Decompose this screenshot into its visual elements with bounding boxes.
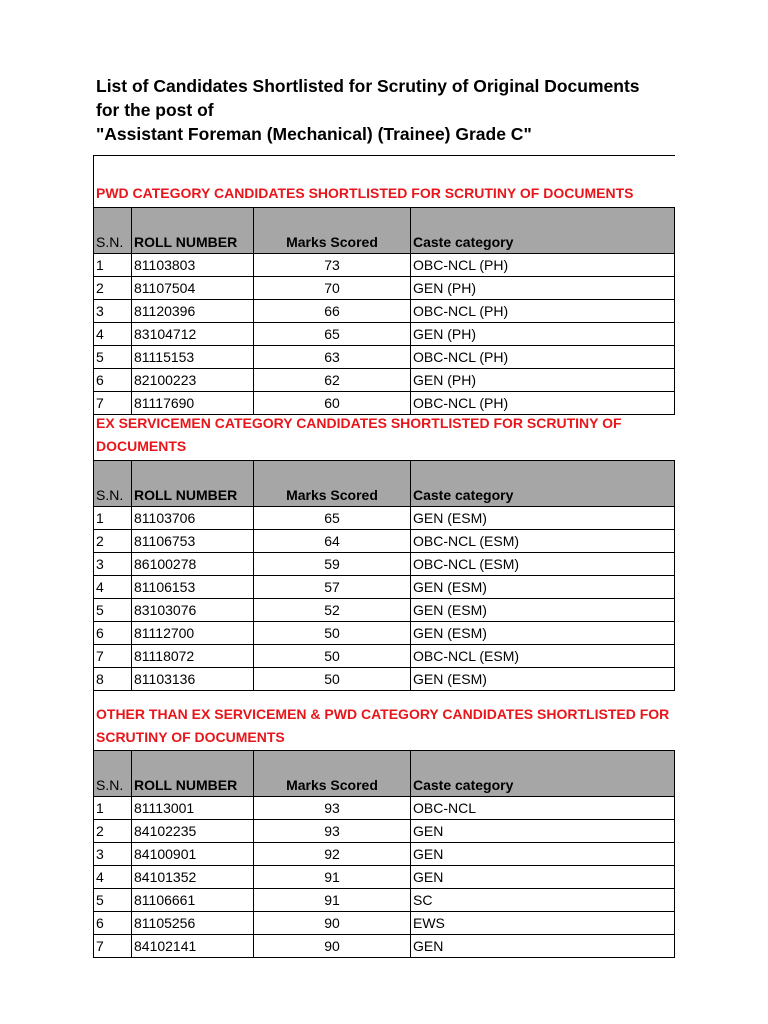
cell-caste: OBC-NCL (PH) [411, 346, 675, 369]
cell-marks: 73 [254, 254, 411, 277]
section-title-pwd: PWD CATEGORY CANDIDATES SHORTLISTED FOR SCRUTINY OF DOCUMENTS [96, 185, 634, 201]
cell-roll: 84101352 [132, 866, 254, 889]
table-row [94, 866, 675, 889]
cell-marks: 65 [254, 323, 411, 346]
col-header-marks-scored: Marks Scored [254, 461, 411, 507]
table-row [94, 645, 675, 668]
cell-marks: 93 [254, 797, 411, 820]
cell-sn: 7 [94, 392, 132, 415]
table-header-row [94, 751, 675, 797]
cell-roll: 81103706 [132, 507, 254, 530]
cell-sn: 6 [94, 912, 132, 935]
cell-sn: 3 [94, 843, 132, 866]
table-row [94, 346, 675, 369]
table-esm [93, 460, 675, 691]
title-line-3: "Assistant Foreman (Mechanical) (Trainee) Grade C" [96, 124, 532, 144]
table-row [94, 935, 675, 958]
col-header-caste-category: Caste category [411, 751, 675, 797]
cell-roll: 81115153 [132, 346, 254, 369]
cell-caste: GEN (PH) [411, 323, 675, 346]
cell-marks: 57 [254, 576, 411, 599]
cell-marks: 93 [254, 820, 411, 843]
table-row [94, 820, 675, 843]
table-row [94, 300, 675, 323]
cell-caste: GEN (ESM) [411, 668, 675, 691]
table-header-row [94, 208, 675, 254]
col-header-marks-scored: Marks Scored [254, 208, 411, 254]
cell-marks: 59 [254, 553, 411, 576]
col-header-roll-number: ROLL NUMBER [132, 208, 254, 254]
cell-sn: 7 [94, 935, 132, 958]
cell-marks: 62 [254, 369, 411, 392]
table-row [94, 507, 675, 530]
cell-caste: GEN (PH) [411, 277, 675, 300]
table-row [94, 254, 675, 277]
table-row [94, 599, 675, 622]
cell-roll: 86100278 [132, 553, 254, 576]
cell-caste: EWS [411, 912, 675, 935]
cell-roll: 81106153 [132, 576, 254, 599]
col-header-caste-category: Caste category [411, 208, 675, 254]
cell-roll: 84102235 [132, 820, 254, 843]
col-header-roll-number: ROLL NUMBER [132, 751, 254, 797]
table-row [94, 553, 675, 576]
cell-sn: 2 [94, 530, 132, 553]
col-header-sn: S.N. [94, 461, 132, 507]
title-line-1: List of Candidates Shortlisted for Scrutiny of Original Documents [96, 76, 640, 96]
cell-roll: 84100901 [132, 843, 254, 866]
cell-sn: 7 [94, 645, 132, 668]
cell-caste: GEN [411, 843, 675, 866]
cell-caste: OBC-NCL [411, 797, 675, 820]
col-header-roll-number: ROLL NUMBER [132, 461, 254, 507]
col-header-sn: S.N. [94, 208, 132, 254]
cell-roll: 83103076 [132, 599, 254, 622]
cell-roll: 81106661 [132, 889, 254, 912]
cell-roll: 81106753 [132, 530, 254, 553]
cell-caste: GEN (ESM) [411, 599, 675, 622]
table-row [94, 576, 675, 599]
table-row [94, 622, 675, 645]
cell-marks: 90 [254, 935, 411, 958]
cell-sn: 1 [94, 797, 132, 820]
table-header-row [94, 461, 675, 507]
cell-roll: 81118072 [132, 645, 254, 668]
cell-caste: GEN (ESM) [411, 576, 675, 599]
cell-marks: 92 [254, 843, 411, 866]
cell-roll: 81103136 [132, 668, 254, 691]
cell-sn: 3 [94, 300, 132, 323]
cell-roll: 81103803 [132, 254, 254, 277]
cell-marks: 50 [254, 645, 411, 668]
cell-sn: 6 [94, 369, 132, 392]
cell-caste: GEN (PH) [411, 369, 675, 392]
cell-marks: 91 [254, 889, 411, 912]
cell-roll: 83104712 [132, 323, 254, 346]
cell-caste: OBC-NCL (ESM) [411, 553, 675, 576]
cell-caste: GEN (ESM) [411, 507, 675, 530]
cell-caste: SC [411, 889, 675, 912]
cell-roll: 84102141 [132, 935, 254, 958]
cell-marks: 50 [254, 668, 411, 691]
table-row [94, 668, 675, 691]
cell-marks: 63 [254, 346, 411, 369]
cell-caste: OBC-NCL (PH) [411, 300, 675, 323]
cell-marks: 90 [254, 912, 411, 935]
section-title-general: OTHER THAN EX SERVICEMEN & PWD CATEGORY CANDIDATES SHORTLISTED FOR SCRUTINY OF DOCUMENTS [96, 706, 670, 745]
col-header-sn: S.N. [94, 751, 132, 797]
cell-sn: 4 [94, 323, 132, 346]
cell-sn: 5 [94, 599, 132, 622]
table-pwd [93, 207, 675, 415]
title-line-2: for the post of [96, 100, 214, 120]
cell-roll: 81117690 [132, 392, 254, 415]
table-row [94, 843, 675, 866]
cell-sn: 4 [94, 866, 132, 889]
cell-marks: 52 [254, 599, 411, 622]
cell-roll: 81105256 [132, 912, 254, 935]
cell-sn: 8 [94, 668, 132, 691]
cell-marks: 66 [254, 300, 411, 323]
cell-sn: 2 [94, 277, 132, 300]
cell-marks: 60 [254, 392, 411, 415]
cell-marks: 64 [254, 530, 411, 553]
cell-sn: 3 [94, 553, 132, 576]
table-row [94, 912, 675, 935]
cell-caste: GEN [411, 820, 675, 843]
cell-marks: 70 [254, 277, 411, 300]
cell-caste: GEN [411, 935, 675, 958]
cell-marks: 50 [254, 622, 411, 645]
cell-roll: 82100223 [132, 369, 254, 392]
cell-caste: GEN (ESM) [411, 622, 675, 645]
cell-roll: 81113001 [132, 797, 254, 820]
cell-marks: 91 [254, 866, 411, 889]
cell-sn: 1 [94, 254, 132, 277]
cell-roll: 81120396 [132, 300, 254, 323]
table-row [94, 797, 675, 820]
cell-sn: 4 [94, 576, 132, 599]
cell-marks: 65 [254, 507, 411, 530]
table-row [94, 369, 675, 392]
table-general [93, 750, 675, 958]
cell-sn: 2 [94, 820, 132, 843]
cell-sn: 1 [94, 507, 132, 530]
document-title [96, 74, 696, 146]
cell-caste: GEN [411, 866, 675, 889]
cell-sn: 5 [94, 346, 132, 369]
cell-roll: 81112700 [132, 622, 254, 645]
cell-caste: OBC-NCL (ESM) [411, 645, 675, 668]
cell-caste: OBC-NCL (PH) [411, 254, 675, 277]
cell-sn: 6 [94, 622, 132, 645]
cell-caste: OBC-NCL (ESM) [411, 530, 675, 553]
section-title-esm: EX SERVICEMEN CATEGORY CANDIDATES SHORTLISTED FOR SCRUTINY OF DOCUMENTS [96, 415, 622, 454]
table-row [94, 889, 675, 912]
table-row [94, 530, 675, 553]
table-row [94, 323, 675, 346]
cell-roll: 81107504 [132, 277, 254, 300]
table-row [94, 277, 675, 300]
col-header-caste-category: Caste category [411, 461, 675, 507]
cell-sn: 5 [94, 889, 132, 912]
cell-caste: OBC-NCL (PH) [411, 392, 675, 415]
col-header-marks-scored: Marks Scored [254, 751, 411, 797]
